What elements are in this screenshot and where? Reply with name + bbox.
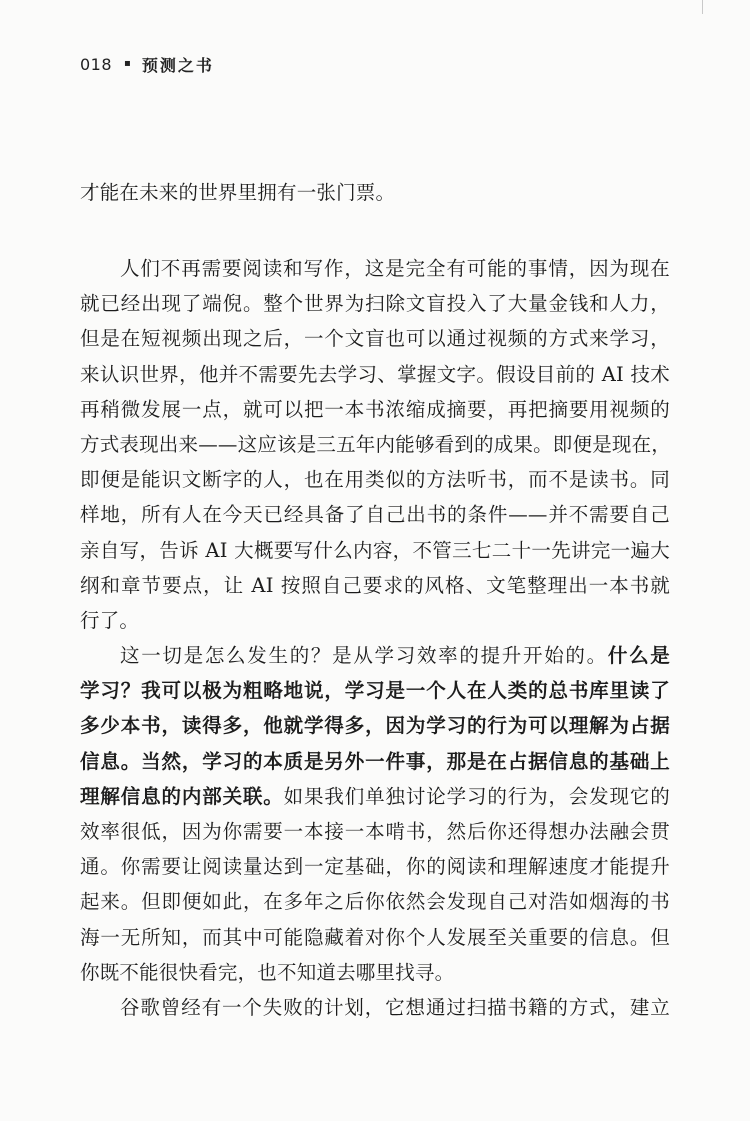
text-line: 你既不能很快看完，也不知道去哪里找寻。 xyxy=(80,960,455,984)
text-line: 亲自写，告诉 AI 大概要写什么内容，不管三七二十一先讲完一遍大 xyxy=(80,538,670,562)
emphasized-text: 理解信息的内部关联。 xyxy=(80,784,284,808)
text-line: 才能在未来的世界里拥有一张门票。 xyxy=(80,181,396,204)
emphasized-text: 什么是 xyxy=(607,644,670,667)
text-line: 海一无所知，而其中可能隐藏着对你个人发展至关重要的信息。但 xyxy=(80,925,670,949)
text-line: 再稍微发展一点，就可以把一本书浓缩成摘要，再把摘要用视频的 xyxy=(80,397,670,421)
running-header xyxy=(80,52,214,76)
text-line: 来认识世界，他并不需要先去学习、掌握文字。假设目前的 AI 技术 xyxy=(80,362,670,386)
paragraph-continuation xyxy=(80,175,670,210)
text-line: 但是在短视频出现之后，一个文盲也可以通过视频的方式来学习， xyxy=(80,327,670,351)
text-line: 纲和章节要点，让 AI 按照自己要求的风格、文笔整理出一本书就 xyxy=(80,573,670,597)
paragraph-reading-writing xyxy=(80,251,670,638)
emphasized-line: 学习？我可以极为粗略地说，学习是一个人在人类的总书库里读了 xyxy=(80,679,670,703)
emphasized-line: 信息。当然，学习的本质是另外一件事，那是在占据信息的基础上 xyxy=(80,749,670,773)
text-line: 通。你需要让阅读量达到一定基础，你的阅读和理解速度才能提升 xyxy=(80,855,670,879)
page-edge-mark xyxy=(702,0,703,14)
text-line xyxy=(80,638,670,673)
book-title: 预测之书 xyxy=(141,55,214,75)
page-number: 018 xyxy=(80,54,113,74)
text-line: 就已经出现了端倪。整个世界为扫除文盲投入了大量金钱和人力， xyxy=(80,292,670,316)
text-line: 方式表现出来——这应该是三五年内能够看到的成果。即便是现在， xyxy=(80,433,672,457)
text-line: 人们不再需要阅读和写作，这是完全有可能的事情，因为现在 xyxy=(120,257,670,280)
header-separator: ▪ xyxy=(124,58,131,69)
emphasized-line: 多少本书，读得多，他就学得多，因为学习的行为可以理解为占据 xyxy=(80,714,670,738)
plain-text: 如果我们单独讨论学习的行为，会发现它的 xyxy=(283,784,670,808)
text-line: 起来。但即便如此，在多年之后你依然会发现自己对浩如烟海的书 xyxy=(80,890,670,914)
text-line: 效率很低，因为你需要一本接一本啃书，然后你还得想办法融会贯 xyxy=(80,820,670,844)
text-line: 谷歌曾经有一个失败的计划，它想通过扫描书籍的方式，建立 xyxy=(120,996,670,1019)
plain-text: 这一切是怎么发生的？是从学习效率的提升开始的。 xyxy=(120,644,608,667)
text-line xyxy=(80,779,670,814)
paragraph-google-plan xyxy=(80,990,670,1025)
paragraph-learning-efficiency xyxy=(80,638,670,990)
text-line: 样地，所有人在今天已经具备了自己出书的条件——并不需要自己 xyxy=(80,503,670,527)
text-line: 即便是能识文断字的人，也在用类似的方法听书，而不是读书。同 xyxy=(80,468,670,492)
text-line: 行了。 xyxy=(80,609,140,633)
